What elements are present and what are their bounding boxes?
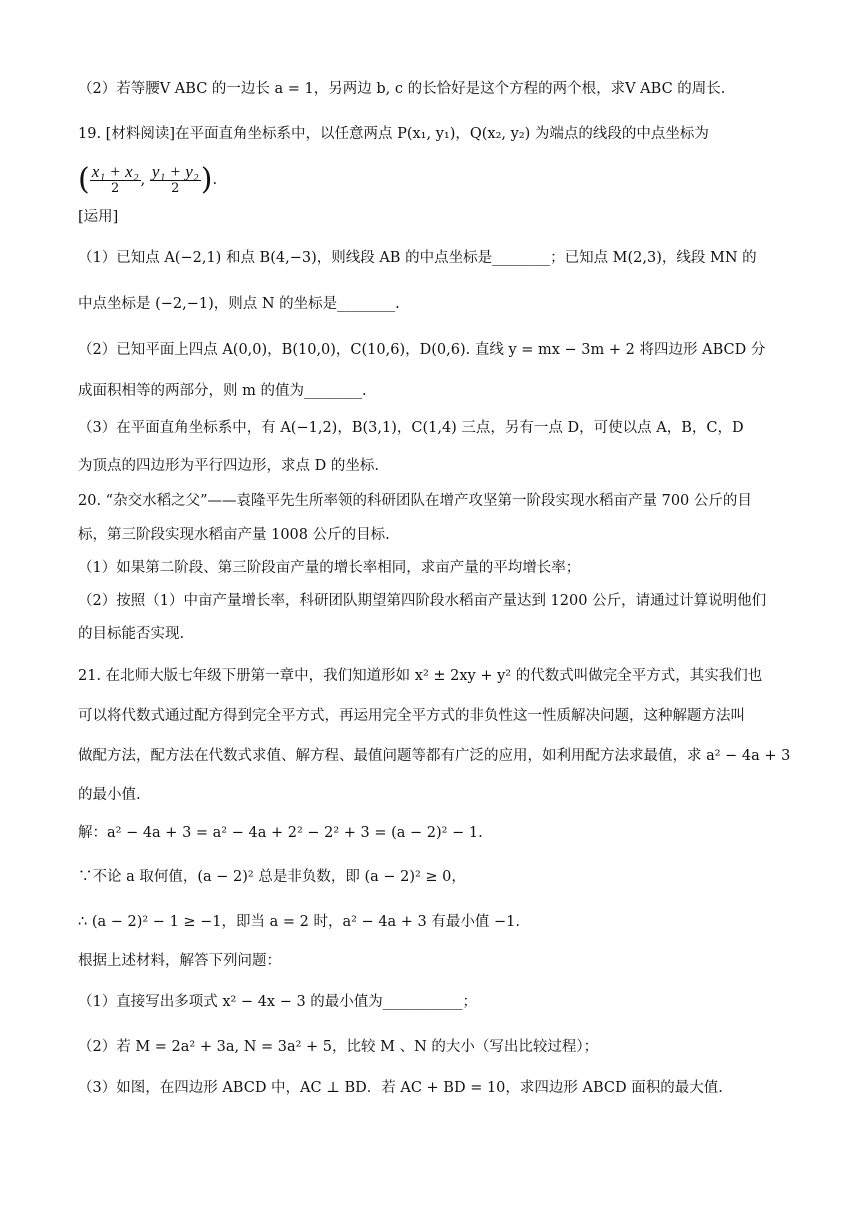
- q21-intro-line3: 做配方法，配方法在代数式求值、解方程、最值问题等都有广泛的应用，如利用配方法求最值，求 a² − 4a + 3: [78, 748, 791, 764]
- q20-part2-line1: （2）按照（1）中亩产量增长率，科研团队期望第四阶段水稻亩产量达到 1200 公斤，请通过计算说明他们: [78, 593, 767, 609]
- q21-intro-line1: 21. 在北师大版七年级下册第一章中，我们知道形如 x² ± 2xy + y² 的代数式叫做完全平方式，其实我们也: [78, 668, 763, 684]
- q19-part1-line1: （1）已知点 A(−2,1) 和点 B(4,−3)，则线段 AB 的中点坐标是________；已知点 M(2,3)，线段 MN 的: [78, 250, 757, 266]
- q19-part2-line2: 成面积相等的两部分，则 m 的值为________.: [78, 383, 367, 399]
- q21-intro-line2: 可以将代数式通过配方得到完全平方式，再运用完全平方式的非负性这一性质解决问题，这种解题方法叫: [78, 708, 745, 724]
- formula-period: .: [212, 172, 218, 188]
- q20-part1: （1）如果第二阶段、第三阶段亩产量的增长率相同，求亩产量的平均增长率；: [78, 560, 581, 576]
- midpoint-formula: ( $\frac{\text{x₁ + x₂}}{2}$ , $\frac{\text{y₁ + y₂}}{2}$ ).: [78, 161, 218, 197]
- formula-y-numerator: y₁ + y₂: [151, 161, 199, 181]
- q21-prompt: 根据上述材料，解答下列问题：: [78, 953, 281, 969]
- q20-intro-line2: 标，第三阶段实现水稻亩产量 1008 公斤的目标.: [78, 527, 390, 543]
- q19-intro: 19. [材料阅读]在平面直角坐标系中，以任意两点 P(x₁, y₁)，Q(x₂, y₂) 为端点的线段的中点坐标为: [78, 126, 709, 142]
- q19-apply-label: [运用]: [78, 209, 119, 225]
- q20-part2-line2: 的目标能否实现.: [78, 626, 185, 642]
- q21-part1: （1）直接写出多项式 x² − 4x − 3 的最小值为___________；: [78, 994, 478, 1010]
- q18-part2: （2）若等腰V ABC 的一边长 a = 1，另两边 b, c 的长恰好是这个方程的两个根，求V ABC 的周长.: [78, 81, 726, 97]
- q19-part3-line2: 为顶点的四边形为平行四边形，求点 D 的坐标.: [78, 458, 379, 474]
- q21-solution-line2: ∵不论 a 取何值，(a − 2)² 总是非负数，即 (a − 2)² ≥ 0，: [78, 869, 466, 885]
- q19-part3-line1: （3）在平面直角坐标系中，有 A(−1,2)，B(3,1)，C(1,4) 三点，另有一点 D，可使以点 A，B，C，D: [78, 420, 744, 436]
- q21-part3: （3）如图，在四边形 ABCD 中，AC ⊥ BD．若 AC + BD = 10，求四边形 ABCD 面积的最大值.: [78, 1080, 723, 1096]
- q19-part1-line2: 中点坐标是 (−2,−1)，则点 N 的坐标是________.: [78, 296, 400, 312]
- formula-x-numerator: x₁ + x₂: [91, 161, 139, 181]
- q21-intro-line4: 的最小值.: [78, 787, 141, 803]
- formula-y-denominator: 2: [171, 180, 180, 196]
- q19-part2-line1: （2）已知平面上四点 A(0,0)，B(10,0)，C(10,6)，D(0,6). 直线 y = mx − 3m + 2 将四边形 ABCD 分: [78, 342, 766, 358]
- q21-solution-line1: 解：a² − 4a + 3 = a² − 4a + 2² − 2² + 3 = (a − 2)² − 1.: [78, 825, 483, 841]
- q21-part2: （2）若 M = 2a² + 3a, N = 3a² + 5，比较 M 、N 的大小（写出比较过程）；: [78, 1039, 599, 1055]
- formula-x-denominator: 2: [111, 180, 120, 196]
- q20-intro-line1: 20. “杂交水稻之父”——袁隆平先生所率领的科研团队在增产攻坚第一阶段实现水稻亩产量 700 公斤的目: [78, 493, 752, 509]
- q21-solution-line3: ∴ (a − 2)² − 1 ≥ −1，即当 a = 2 时，a² − 4a + 3 有最小值 −1.: [78, 914, 520, 930]
